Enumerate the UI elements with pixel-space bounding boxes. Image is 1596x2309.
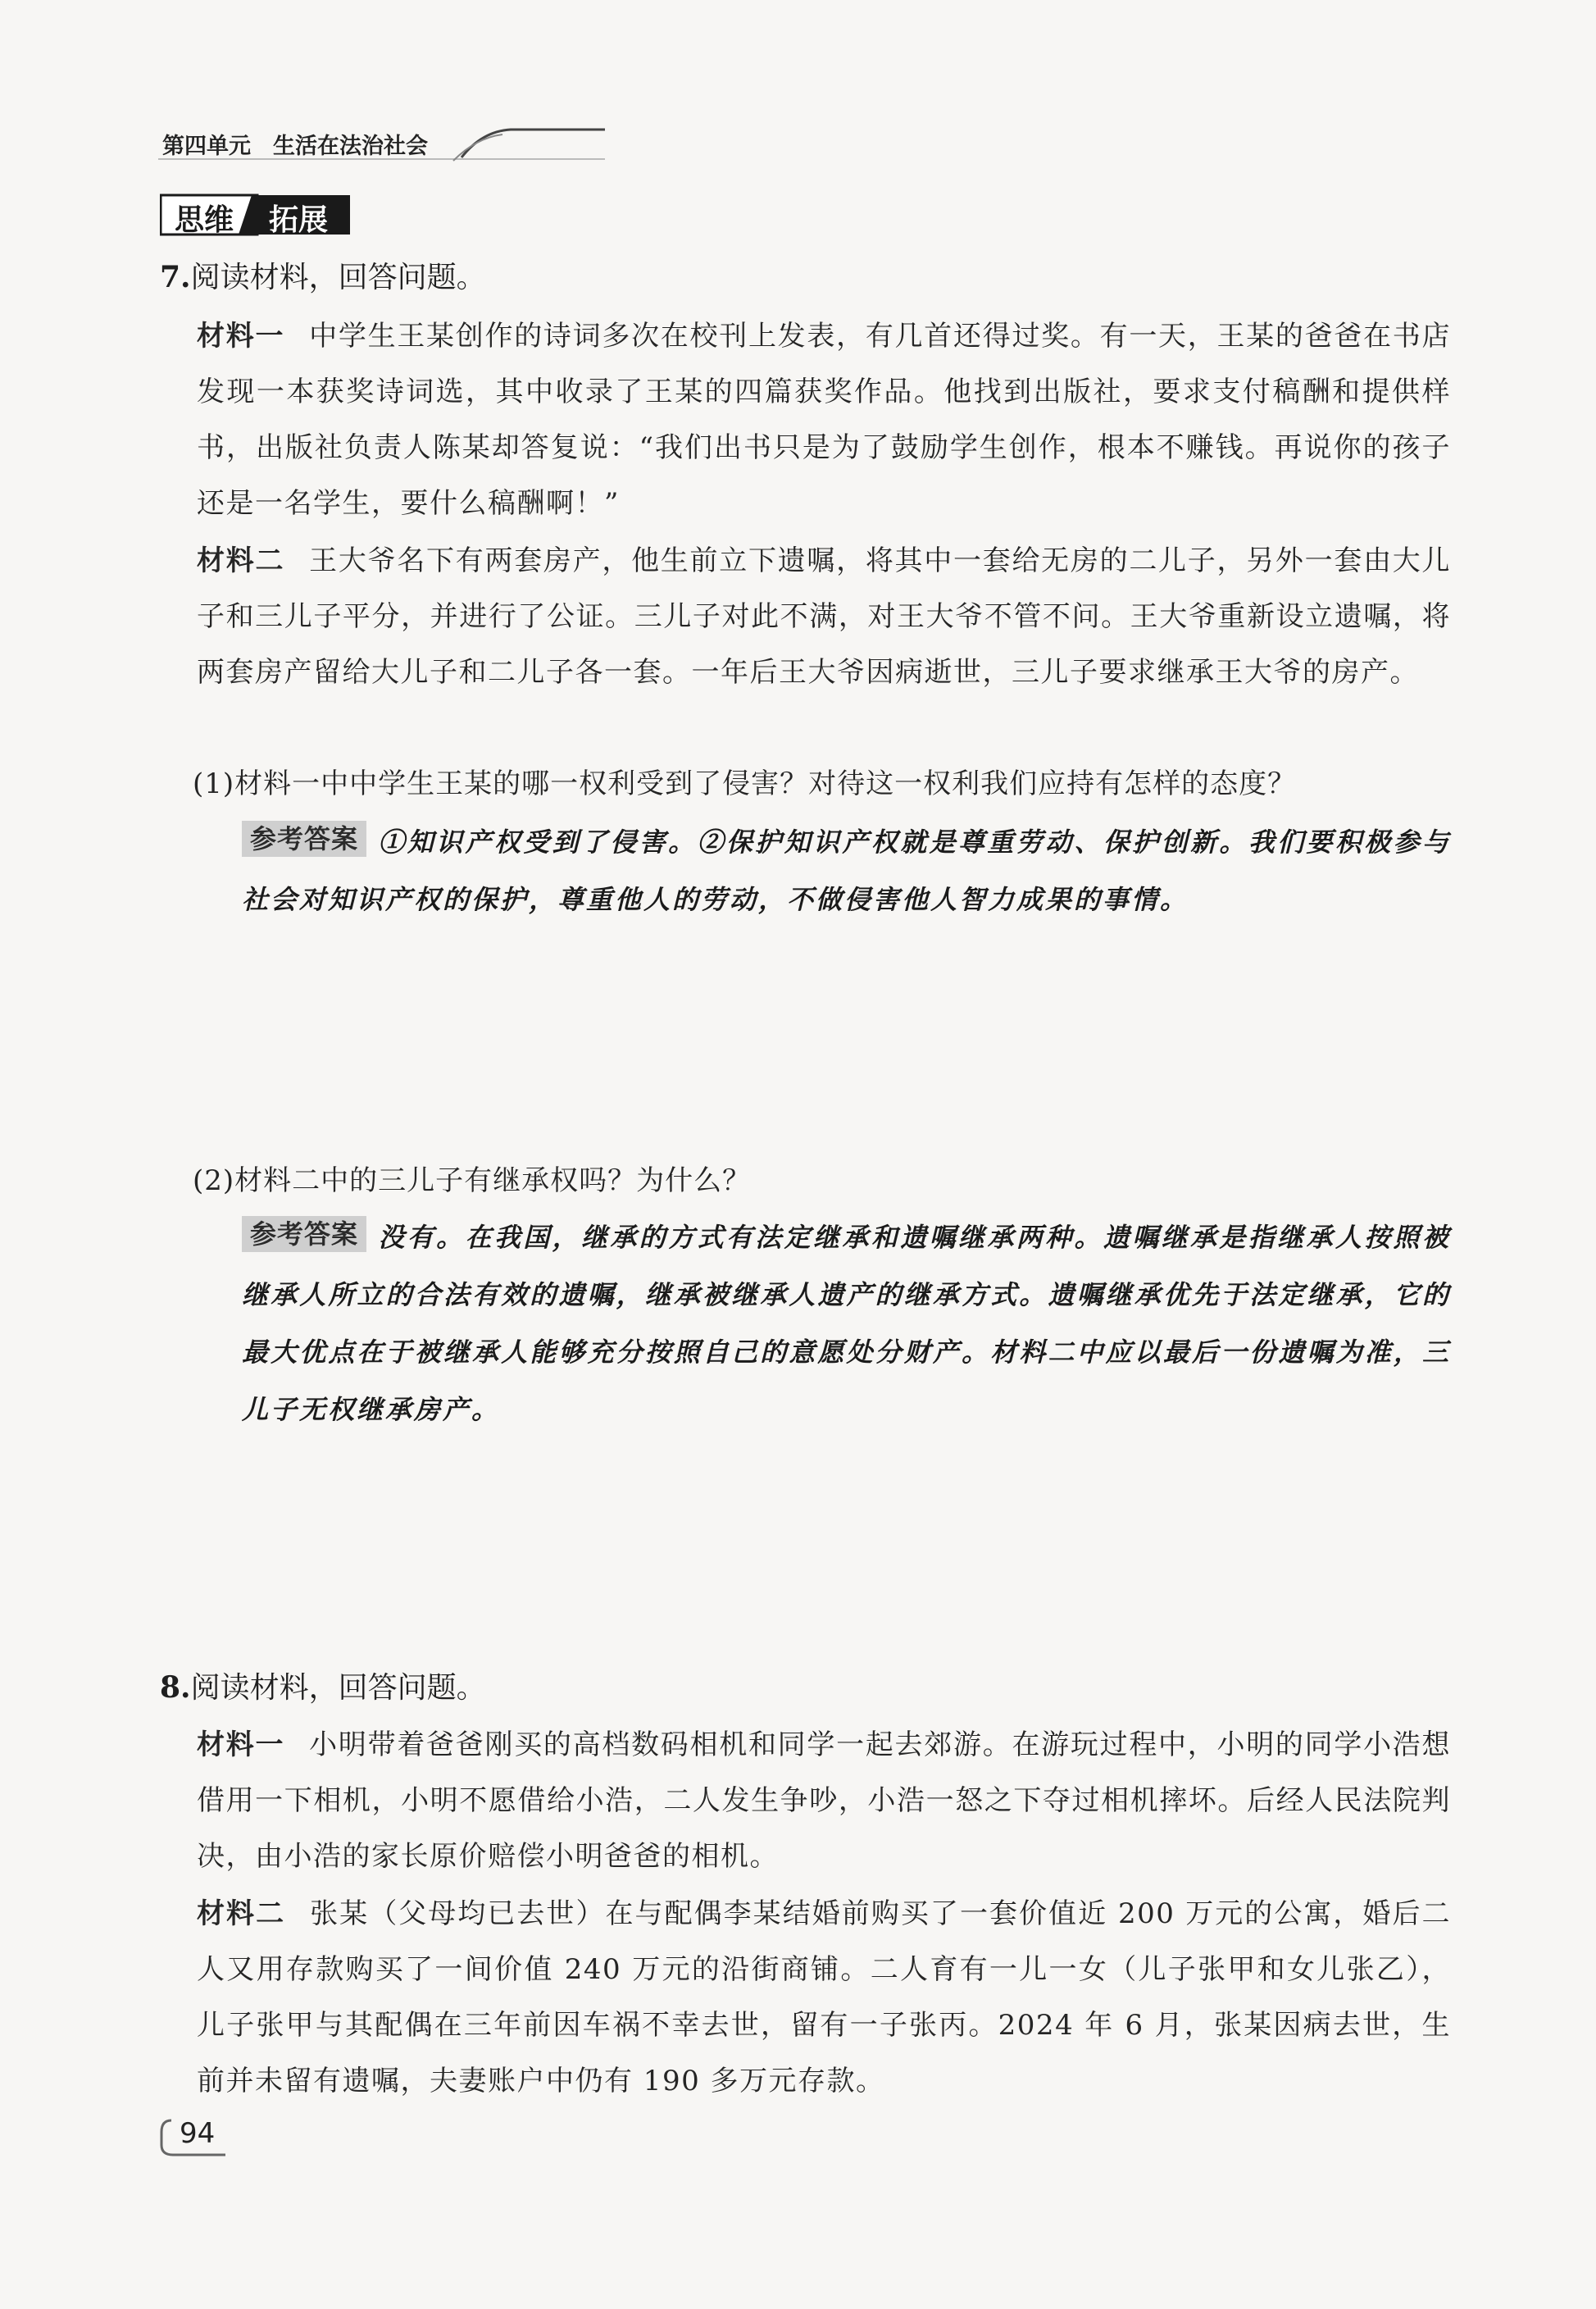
q7-material-1 — [197, 308, 1451, 531]
question-prompt: 阅读材料，回答问题。 — [190, 1671, 486, 1705]
badge-right-text: 拓展 — [269, 203, 329, 237]
material-label: 材料一 — [197, 1728, 285, 1761]
material-label: 材料二 — [197, 544, 285, 577]
question-8-title — [160, 1665, 486, 1706]
q7-answer-1 — [242, 813, 1451, 928]
q7-answer-2 — [242, 1209, 1451, 1438]
badge-left-text: 思维 — [175, 203, 234, 237]
question-7-title — [160, 254, 486, 296]
q7-subquestion-2: (2)材料二中的三儿子有继承权吗？为什么？ — [193, 1164, 752, 1197]
material-label: 材料一 — [197, 320, 285, 353]
q7-subquestion-1: (1)材料一中中学生王某的哪一权利受到了侵害？对待这一权利我们应持有怎样的态度？ — [193, 767, 1297, 800]
material-text: 张某（父母均已去世）在与配偶李某结婚前购买了一套价值近 200 万元的公寓，婚后二人又用存款购买了一间价值 240 万元的沿街商铺。二人育有一儿一女（儿子张甲和女儿张乙），儿子张甲与其配偶在三年前因车祸不幸去世，留有一子张丙。2024 年 6 月，张某因病去世，生前并未留有遗嘱，夫妻账户中仍有 190 多万元存款。 — [197, 1897, 1452, 2097]
material-text: 中学生王某创作的诗词多次在校刊上发表，有几首还得过奖。有一天，王某的爸爸在书店发现一本获奖诗词选，其中收录了王某的四篇获奖作品。他找到出版社，要求支付稿酬和提供样书，出版社负责人陈某却答复说：“我们出书只是为了鼓励学生创作，根本不赚钱。再说你的孩子还是一名学生，要什么稿酬啊！” — [197, 320, 1452, 520]
answer-text: 没有。在我国，继承的方式有法定继承和遗嘱继承两种。遗嘱继承是指继承人按照被继承人所立的合法有效的遗嘱，继承被继承人遗产的继承方式。遗嘱继承优先于法定继承，它的最大优点在于被继承人能够充分按照自己的意愿处分财产。材料二中应以最后一份遗嘱为准，三儿子无权继承房产。 — [242, 1222, 1451, 1425]
material-text: 王大爷名下有两套房产，他生前立下遗嘱，将其中一套给无房的二儿子，另外一套由大儿子和三儿子平分，并进行了公证。三儿子对此不满，对王大爷不管不问。王大爷重新设立遗嘱，将两套房产留给大儿子和二儿子各一套。一年后王大爷因病逝世，三儿子要求继承王大爷的房产。 — [197, 544, 1452, 689]
answer-text: ①知识产权受到了侵害。②保护知识产权就是尊重劳动、保护创新。我们要积极参与社会对知识产权的保护，尊重他人的劳动，不做侵害他人智力成果的事情。 — [242, 827, 1451, 915]
unit-title: 第四单元 生活在法治社会 — [162, 134, 428, 159]
material-text: 小明带着爸爸刚买的高档数码相机和同学一起去郊游。在游玩过程中，小明的同学小浩想借用一下相机，小明不愿借给小浩，二人发生争吵，小浩一怒之下夺过相机摔坏。后经人民法院判决，由小浩的家长原价赔偿小明爸爸的相机。 — [197, 1728, 1452, 1873]
q7-material-2 — [197, 533, 1451, 700]
question-prompt: 阅读材料，回答问题。 — [190, 261, 486, 294]
answer-tag: 参考答案 — [242, 1216, 366, 1252]
q8-material-1 — [197, 1717, 1451, 1884]
question-number: 8. — [160, 1670, 191, 1705]
answer-tag: 参考答案 — [242, 821, 366, 857]
page-number-text: 94 — [180, 2117, 216, 2150]
section-badge — [160, 194, 357, 238]
material-label: 材料二 — [197, 1897, 286, 1930]
unit-header — [158, 123, 609, 164]
page-number — [160, 2117, 234, 2158]
question-number: 7. — [160, 260, 191, 294]
q8-material-2 — [197, 1886, 1451, 2109]
